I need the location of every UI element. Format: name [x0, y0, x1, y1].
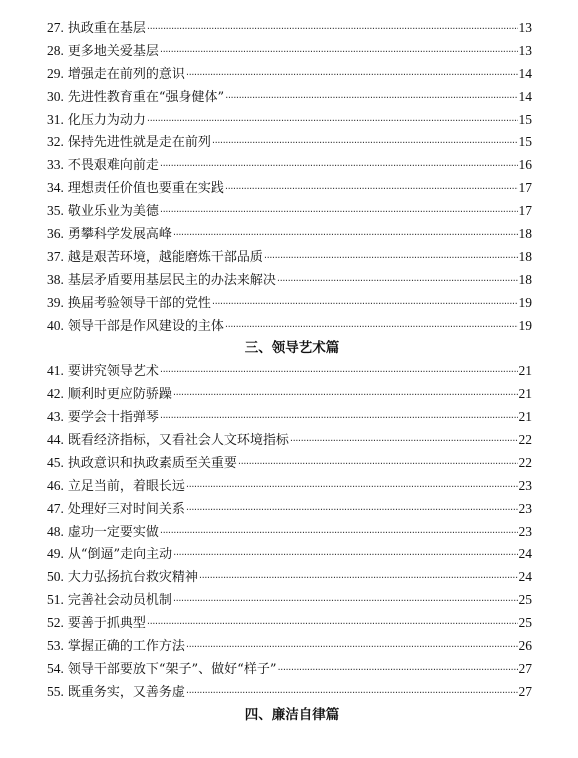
- toc-entry-title: 既看经济指标，又看社会人文环境指标: [67, 433, 289, 449]
- toc-entry-title: 执政意识和执政素质至关重要: [67, 455, 237, 471]
- toc-entry: [47, 406, 532, 429]
- toc-entry-number: 41.: [47, 363, 64, 379]
- dot-leader: [290, 431, 518, 454]
- toc-entry-title: 既重务实，又善务虚: [67, 684, 185, 700]
- toc-entry-number: 28.: [47, 42, 64, 58]
- toc-entry-number: 52.: [47, 615, 64, 631]
- toc-entry-title: 换届考验领导干部的党性: [67, 295, 211, 311]
- dot-leader: [147, 614, 518, 637]
- toc-entry-title: 保持先进性就是走在前列: [67, 135, 211, 151]
- toc-entry: [47, 292, 532, 315]
- toc-entry-title: 理想责任价值也要重在实践: [67, 181, 224, 197]
- toc-entry-page-number: 25: [518, 615, 532, 631]
- toc-entry-number: 46.: [47, 477, 64, 493]
- toc-entry-title: 立足当前，着眼长远: [67, 478, 185, 494]
- dot-leader: [160, 362, 518, 385]
- table-of-contents: [47, 17, 532, 727]
- toc-entry-title: 增强走在前列的意识: [67, 66, 185, 82]
- toc-entry-number: 30.: [47, 88, 64, 104]
- toc-entry: [47, 360, 532, 383]
- toc-entry-number: 35.: [47, 203, 64, 219]
- toc-entry-title: 更多地关爱基层: [67, 43, 159, 59]
- toc-entry-title: 化压力为动力: [67, 112, 146, 128]
- toc-entry-number: 47.: [47, 500, 64, 516]
- toc-entry: [47, 154, 532, 177]
- toc-entry: [47, 475, 532, 498]
- toc-entry: [47, 40, 532, 63]
- dot-leader: [212, 133, 518, 156]
- toc-entry-page-number: 16: [518, 157, 532, 173]
- toc-entry-page-number: 19: [518, 294, 532, 310]
- toc-entry-number: 45.: [47, 454, 64, 470]
- toc-group-part3: [47, 360, 532, 703]
- toc-entry: [47, 223, 532, 246]
- toc-entry-title: 处理好三对时间关系: [67, 501, 185, 517]
- toc-entry: [47, 612, 532, 635]
- toc-entry-title: 先进性教育重在“强身健体”: [67, 89, 225, 105]
- toc-entry-page-number: 27: [518, 660, 532, 676]
- dot-leader: [173, 545, 517, 568]
- toc-entry-title: 要学会十指弹琴: [67, 410, 159, 426]
- dot-leader: [186, 65, 518, 88]
- toc-entry-number: 42.: [47, 386, 64, 402]
- dot-leader: [199, 568, 518, 591]
- toc-entry-page-number: 21: [518, 363, 532, 379]
- dot-leader: [160, 42, 518, 65]
- toc-group-part2: [47, 17, 532, 337]
- toc-entry: [47, 452, 532, 475]
- dot-leader: [264, 248, 518, 271]
- toc-entry: [47, 681, 532, 704]
- toc-entry: [47, 543, 532, 566]
- dot-leader: [160, 202, 518, 225]
- dot-leader: [147, 111, 518, 134]
- toc-entry: [47, 498, 532, 521]
- toc-entry: [47, 269, 532, 292]
- dot-leader: [277, 660, 517, 683]
- toc-entry-number: 27.: [47, 20, 64, 35]
- toc-entry-page-number: 14: [518, 88, 532, 104]
- dot-leader: [225, 317, 518, 340]
- toc-entry-number: 31.: [47, 111, 64, 127]
- toc-entry: [47, 315, 532, 338]
- toc-entry-page-number: 21: [518, 386, 532, 402]
- toc-entry-page-number: 26: [518, 638, 532, 654]
- dot-leader: [160, 523, 518, 546]
- toc-entry-title: 掌握正确的工作方法: [67, 639, 185, 655]
- toc-entry-number: 55.: [47, 683, 64, 699]
- dot-leader: [173, 591, 518, 614]
- section-heading-integrity: 四、廉洁自律篇: [244, 706, 340, 723]
- toc-entry-page-number: 13: [518, 20, 532, 35]
- toc-entry-title: 领导干部要放下“架子”、做好“样子”: [67, 661, 277, 677]
- toc-entry-title: 敬业乐业为美德: [67, 204, 159, 220]
- toc-entry: [47, 589, 532, 612]
- toc-entry-page-number: 18: [518, 248, 532, 264]
- dot-leader: [186, 637, 518, 660]
- toc-entry-page-number: 21: [518, 409, 532, 425]
- toc-entry-title: 虚功一定要实做: [67, 524, 159, 540]
- toc-entry-title: 要讲究领导艺术: [67, 364, 159, 380]
- toc-entry-page-number: 13: [518, 42, 532, 58]
- toc-entry: [47, 200, 532, 223]
- dot-leader: [225, 179, 518, 202]
- toc-entry-number: 50.: [47, 569, 64, 585]
- dot-leader: [160, 156, 518, 179]
- toc-entry-page-number: 19: [518, 317, 532, 333]
- dot-leader: [186, 500, 518, 523]
- toc-entry-title: 领导干部是作风建设的主体: [67, 318, 224, 334]
- toc-entry: [47, 658, 532, 681]
- toc-entry-page-number: 18: [518, 271, 532, 287]
- toc-entry: [47, 521, 532, 544]
- toc-entry: [47, 63, 532, 86]
- toc-entry: [47, 635, 532, 658]
- toc-entry: [47, 177, 532, 200]
- toc-entry: [47, 383, 532, 406]
- toc-entry: [47, 246, 532, 269]
- dot-leader: [173, 225, 518, 248]
- toc-entry-title: 大力弘扬抗台救灾精神: [67, 570, 198, 586]
- toc-entry-page-number: 22: [518, 454, 532, 470]
- toc-entry-title: 执政重在基层: [67, 21, 146, 36]
- section-heading-leadership-art: 三、领导艺术篇: [244, 340, 340, 357]
- toc-entry-title: 顺利时更应防骄躁: [67, 387, 172, 403]
- toc-entry-number: 48.: [47, 523, 64, 539]
- dot-leader: [186, 683, 518, 706]
- toc-entry-page-number: 25: [518, 592, 532, 608]
- toc-entry-page-number: 22: [518, 432, 532, 448]
- toc-entry-page-number: 17: [518, 203, 532, 219]
- toc-entry: [47, 566, 532, 589]
- toc-entry-page-number: 23: [518, 500, 532, 516]
- toc-entry: [47, 86, 532, 109]
- toc-entry-number: 54.: [47, 660, 64, 676]
- toc-entry-number: 36.: [47, 226, 64, 242]
- toc-entry: [47, 109, 532, 132]
- toc-entry-number: 34.: [47, 180, 64, 196]
- toc-entry-page-number: 14: [518, 65, 532, 81]
- toc-entry: [47, 17, 532, 40]
- toc-entry-title: 不畏艰难向前走: [67, 158, 159, 174]
- toc-entry-page-number: 27: [518, 683, 532, 699]
- toc-entry-title: 勇攀科学发展高峰: [67, 227, 172, 243]
- toc-entry-page-number: 24: [518, 569, 532, 585]
- toc-entry-title: 要善于抓典型: [67, 616, 146, 632]
- toc-entry-page-number: 18: [518, 226, 532, 242]
- toc-entry-number: 37.: [47, 248, 64, 264]
- dot-leader: [277, 271, 518, 294]
- toc-entry-number: 40.: [47, 317, 64, 333]
- toc-entry-title: 完善社会动员机制: [67, 593, 172, 609]
- toc-entry-number: 38.: [47, 271, 64, 287]
- toc-entry-number: 44.: [47, 432, 64, 448]
- toc-entry-number: 29.: [47, 65, 64, 81]
- toc-entry-page-number: 24: [518, 546, 532, 562]
- toc-entry: [47, 131, 532, 154]
- toc-entry-page-number: 15: [518, 111, 532, 127]
- toc-entry-title: 从“倒逼”走向主动: [67, 547, 173, 563]
- toc-entry-title: 越是艰苦环境，越能磨炼干部品质: [67, 249, 263, 265]
- toc-entry-number: 39.: [47, 294, 64, 310]
- dot-leader: [173, 385, 518, 408]
- toc-entry-number: 43.: [47, 409, 64, 425]
- dot-leader: [186, 477, 518, 500]
- toc-entry-page-number: 17: [518, 180, 532, 196]
- toc-entry-number: 51.: [47, 592, 64, 608]
- toc-entry-number: 32.: [47, 134, 64, 150]
- toc-entry-number: 33.: [47, 157, 64, 173]
- toc-entry-page-number: 23: [518, 477, 532, 493]
- toc-entry-number: 49.: [47, 546, 64, 562]
- toc-entry: [47, 429, 532, 452]
- dot-leader: [147, 19, 518, 42]
- dot-leader: [160, 408, 518, 431]
- toc-entry-number: 53.: [47, 638, 64, 654]
- toc-entry-page-number: 23: [518, 523, 532, 539]
- dot-leader: [225, 88, 517, 111]
- dot-leader: [212, 294, 518, 317]
- toc-entry-title: 基层矛盾要用基层民主的办法来解决: [67, 272, 276, 288]
- toc-entry-page-number: 15: [518, 134, 532, 150]
- dot-leader: [238, 454, 518, 477]
